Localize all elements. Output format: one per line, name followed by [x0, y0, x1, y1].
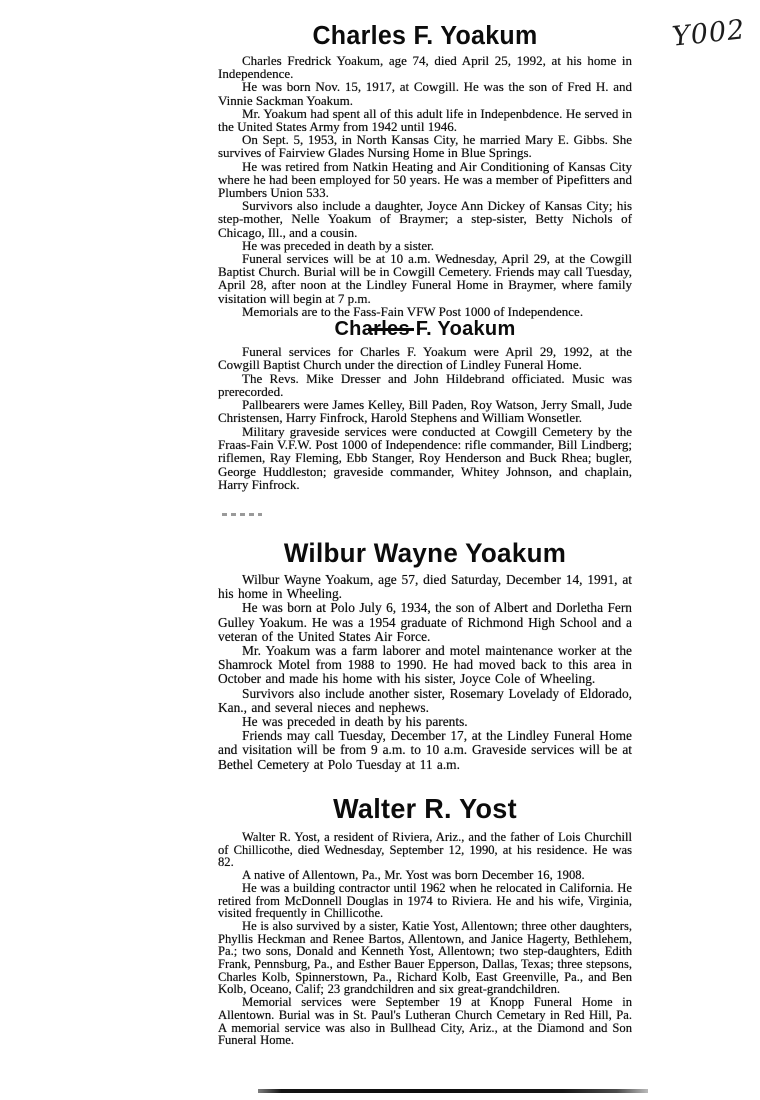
- obituary-paragraph: He was born at Polo July 6, 1934, the son of Albert and Dorletha Fern Gulley Yoakum. He was a 1954 graduate of Richmond High School and a veteran of the United States Air Force.: [218, 600, 632, 644]
- obituary-paragraph: He was a building contractor until 1962 when he relocated in California. He retired from McDonnell Douglas in 1974 to Riviera. He and his wife, Virginia, visited frequently in Chillicothe.: [218, 880, 632, 921]
- obituary-title: Charles F. Yoakum: [334, 317, 516, 341]
- obituary-paragraph: Wilbur Wayne Yoakum, age 57, died Saturday, December 14, 1991, at his home in Wheeling.: [218, 572, 632, 602]
- obituary-section-wilbur-yoakum: [218, 538, 632, 772]
- obituary-title: Charles F. Yoakum: [312, 21, 538, 51]
- obituary-paragraph: Funeral services for Charles F. Yoakum were April 29, 1992, at the Cowgill Baptist Church under the direction of Lindley Funeral Home.: [218, 344, 632, 373]
- obituary-section-charles-yoakum-1: [218, 22, 632, 318]
- handwritten-catalog-number: Y002: [670, 14, 747, 53]
- obituary-paragraph: Memorial services were September 19 at Knopp Funeral Home in Allentown. Burial was in St. Paul's Lutheran Church Cemetary in Red Hill, Pa. A memorial service was also in Bullhead City, Ariz., at the Diamond and Son Funeral Home.: [218, 995, 632, 1048]
- obituary-paragraph: He is also survived by a sister, Katie Yost, Allentown; three other daughters, Phyllis Heckman and Renee Bartos, Allentown, and Janice Hagerty, Bethlehem, Pa.; two sons, Donald and Kenneth Yost, Allentown; two step-daughters, Edith Frank, Pennsburg, Pa., and Esther Bauer Epperson, Dallas, Texas; three stepsons, Charles Kolb, Spinnerstown, Pa., Richard Kolb, East Greenville, Pa., and Ben Kolb, Oceano, Calif; 23 grandchildren and six great-grandchildren.: [218, 918, 632, 997]
- obituary-paragraph: Funeral services will be at 10 a.m. Wednesday, April 29, at the Cowgill Baptist Church. Burial will be in Cowgill Cemetery. Friends may call Tuesday, April 28, after noon at the Lindley Funeral Home in Braymer, where family visitation will begin at 7 p.m.: [218, 251, 632, 306]
- obituary-paragraph: Survivors also include another sister, Rosemary Lovelady of Eldorado, Kan., and several nieces and nephews.: [218, 685, 632, 715]
- obituary-paragraph: He was preceded in death by a sister.: [242, 237, 435, 253]
- obituary-section-walter-yost: [218, 793, 632, 1047]
- obituary-body: [218, 573, 632, 772]
- obituary-paragraph: Walter R. Yost, a resident of Riviera, Ariz., and the father of Lois Churchill of Chillicothe, died Wednesday, September 12, 1990, at his residence. He was 82.: [218, 830, 632, 870]
- obituary-paragraph: He was preceded in death by his parents.: [242, 714, 468, 730]
- obituary-paragraph: The Revs. Mike Dresser and John Hildebrand officiated. Music was prerecorded.: [218, 370, 632, 399]
- scan-edge-artifact: [258, 1089, 648, 1093]
- obituary-body: [218, 54, 632, 318]
- obituary-paragraph: Friends may call Tuesday, December 17, at the Lindley Funeral Home and visitation will be from 9 a.m. to 10 a.m. Graveside services will be at Bethel Cemetery at Polo Tuesday at 11 a.m.: [218, 728, 632, 772]
- obituary-paragraph: A native of Allentown, Pa., Mr. Yost was born December 16, 1908.: [242, 868, 585, 883]
- obituary-paragraph: Charles Fredrick Yoakum, age 74, died April 25, 1992, at his home in Independence.: [218, 53, 632, 82]
- obituary-body: [218, 345, 632, 491]
- obituary-paragraph: Memorials are to the Fass-Fain VFW Post 1000 of Independence.: [242, 303, 584, 319]
- obituary-paragraph: Mr. Yoakum had spent all of this adult life in Indepenbdence. He served in the United States Army from 1942 until 1946.: [218, 105, 632, 135]
- obituary-title: Wilbur Wayne Yoakum: [283, 537, 567, 569]
- obituary-paragraph: On Sept. 5, 1953, in North Kansas City, he married Mary E. Gibbs. She survives of Fairview Glades Nursing Home in Blue Springs.: [218, 132, 632, 161]
- obituary-body: [218, 831, 632, 1047]
- obituary-title: Walter R. Yost: [333, 793, 517, 825]
- scan-smudge-artifact: [222, 513, 262, 516]
- obituary-paragraph: He was born Nov. 15, 1917, at Cowgill. He was the son of Fred H. and Vinnie Sackman Yoakum.: [218, 79, 632, 108]
- obituary-paragraph: He was retired from Natkin Heating and Air Conditioning of Kansas City where he had been employed for 50 years. He was a member of Pipefitters and Plumbers Union 533.: [218, 158, 632, 201]
- obituary-paragraph: Mr. Yoakum was a farm laborer and motel maintenance worker at the Shamrock Motel from 1988 to 1990. He had moved back to this area in October and made his home with his sister, Joyce Cole of Wheeling.: [218, 643, 632, 687]
- obituary-section-charles-yoakum-2: [218, 317, 632, 491]
- obituary-paragraph: Survivors also include a daughter, Joyce Ann Dickey of Kansas City; his step-mother, Nelle Yoakum of Braymer; a step-sister, Betty Nichols of Chicago, Ill., and a cousin.: [218, 198, 632, 240]
- obituary-paragraph: Pallbearers were James Kelley, Bill Paden, Roy Watson, Jerry Small, Jude Christensen, Harry Finfrock, Harold Stephens and William Wonsetler.: [218, 397, 632, 426]
- obituary-paragraph: Military graveside services were conducted at Cowgill Cemetery by the Fraas-Fain V.F.W. Post 1000 of Independence: rifle commander, Bill Lindberg; riflemen, Ray Fleming, Ebb Stanger, Roy Henderson and Buck Rhea; bugler, George Huddleston; graveside commander, Whitey Johnson, and chaplain, Harry Finfrock.: [218, 423, 632, 492]
